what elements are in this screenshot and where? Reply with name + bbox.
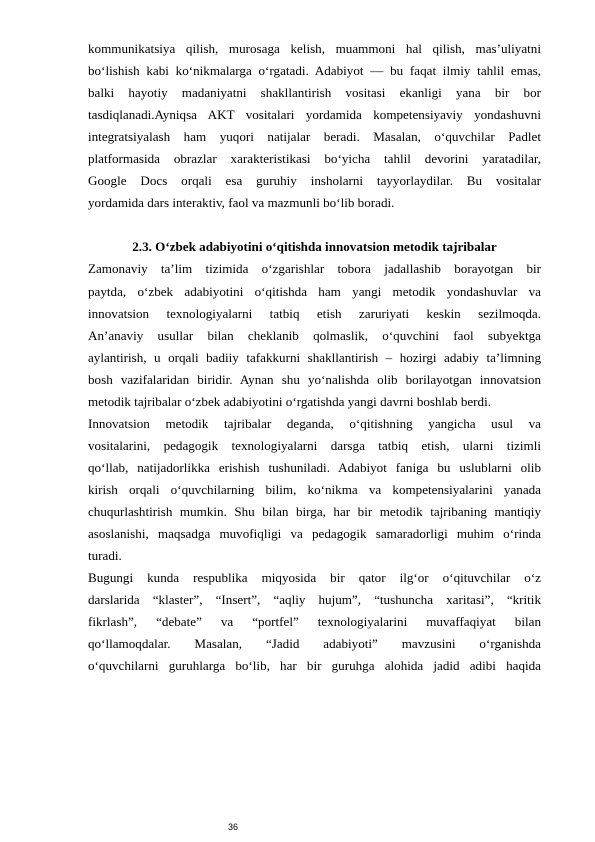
text-line: yordamida dars interaktiv, faol va mazmunli bo‘lib boradi.	[88, 195, 395, 211]
text-line: kirish orqali o‘quvchilarning bilim, ko‘nikma va kompetensiyalarini yanada	[88, 481, 541, 497]
text-line: darslarida “klaster”, “Insert”, “aqliy hujum”, “tushuncha xaritasi”, “kritik	[88, 592, 541, 608]
page-number: 36	[228, 822, 239, 832]
text-line: balki hayotiy madaniyatni shakllantirish vositasi ekanligi yana bir bor	[88, 85, 541, 101]
text-line: integratsiyalash ham yuqori natijalar beradi. Masalan, o‘quvchilar Padlet	[88, 129, 541, 145]
text-line: qo‘llab, natijadorlikka erishish tushuniladi. Adabiyot faniga bu uslublarni olib	[88, 459, 541, 475]
text-line: Bugungi kunda respublika miqyosida bir qator ilg‘or o‘qituvchilar o‘z	[88, 570, 541, 586]
text-line: kommunikatsiya qilish, murosaga kelish, muammoni hal qilish, mas’uliyatni	[88, 41, 541, 56]
text-line: aylantirish, u orqali badiiy tafakkurni shakllantirish – hozirgi adabiy ta’limning	[88, 349, 541, 365]
text-line: metodik tajribalar o‘zbek adabiyotini o‘rgatishda yangi davrni boshlab berdi.	[88, 393, 492, 409]
text-line: turadi.	[88, 548, 122, 564]
paragraph-1	[88, 38, 541, 214]
paragraph-3	[88, 413, 541, 567]
text-line: innovatsion texnologiyalarni tatbiq etish zaruriyati keskin sezilmoqda.	[88, 305, 541, 321]
text-line: asoslanishi, maqsadga muvofiqligi va pedagogik samaradorligi muhim o‘rinda	[88, 526, 541, 542]
section-heading: 2.3. O‘zbek adabiyotini o‘qitishda innovatsion metodik tajribalar	[132, 239, 497, 255]
text-line: vositalarini, pedagogik texnologiyalarni darsga tatbiq etish, ularni tizimli	[88, 437, 541, 453]
text-line: Zamonaviy ta’lim tizimida o‘zgarishlar tobora jadallashib borayotgan bir	[88, 261, 541, 277]
document-page	[88, 38, 541, 677]
text-line: fikrlash”, “debate” va “portfel” texnologiyalarini muvaffaqiyat bilan	[88, 614, 541, 630]
paragraph-4	[88, 567, 541, 677]
text-line: o‘quvchilarni guruhlarga bo‘lib, har bir guruhga alohida jadid adibi haqida	[88, 658, 541, 674]
text-line: platformasida obrazlar xarakteristikasi bo‘yicha tahlil devorini yaratadilar,	[88, 151, 541, 167]
text-line: Google Docs orqali esa guruhiy insholarni tayyorlaydilar. Bu vositalar	[88, 173, 541, 189]
paragraph-2	[88, 258, 541, 412]
paragraph-spacer	[88, 214, 541, 236]
text-line: chuqurlashtirish mumkin. Shu bilan birga, har bir metodik tajribaning mantiqiy	[88, 503, 541, 519]
text-line: Innovatsion metodik tajribalar deganda, o‘qitishning yangicha usul va	[88, 415, 541, 431]
text-line: An’anaviy usullar bilan cheklanib qolmaslik, o‘quvchini faol subyektga	[88, 327, 541, 343]
text-line: qo‘llamoqdalar. Masalan, “Jadid adabiyoti” mavzusini o‘rganishda	[88, 636, 541, 652]
text-line: bosh vazifalaridan biridir. Aynan shu yo‘nalishda olib borilayotgan innovatsion	[88, 371, 541, 387]
text-line: bo‘lishish kabi ko‘nikmalarga o‘rgatadi. Adabiyot — bu faqat ilmiy tahlil emas,	[88, 63, 541, 79]
text-line: paytda, o‘zbek adabiyotini o‘qitishda ham yangi metodik yondashuvlar va	[88, 283, 541, 299]
text-line: tasdiqlanadi.Ayniqsa AKT vositalari yordamida kompetensiyaviy yondashuvni	[88, 107, 541, 123]
